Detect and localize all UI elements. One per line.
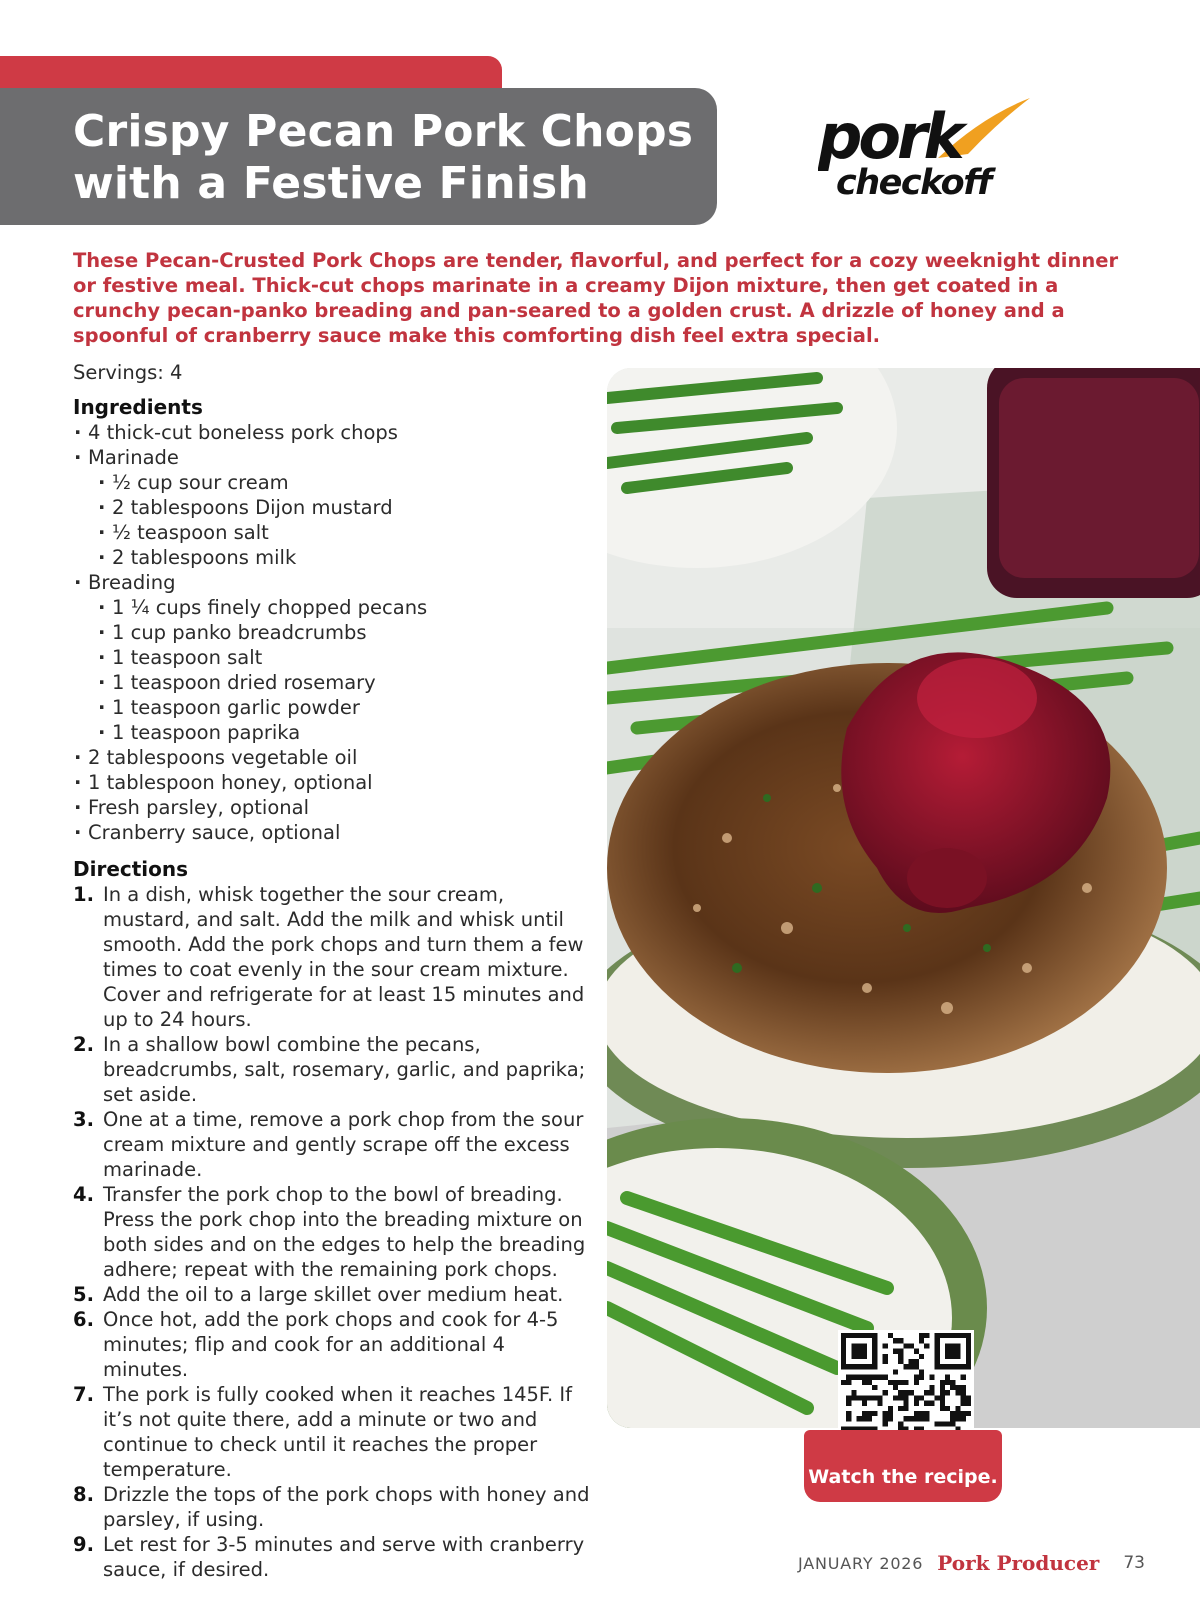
ingredient-subitem: · 2 tablespoons Dijon mustard (73, 495, 593, 520)
step-number: 4. (73, 1183, 94, 1206)
step-number: 8. (73, 1483, 94, 1506)
ingredient-subitem: · ½ cup sour cream (73, 470, 593, 495)
direction-step (73, 882, 593, 1032)
page-footer (798, 1550, 1145, 1576)
direction-step (73, 1032, 593, 1107)
step-number: 7. (73, 1383, 94, 1406)
ingredient-item: · Cranberry sauce, optional (73, 820, 593, 845)
direction-step (73, 1107, 593, 1182)
direction-step (73, 1382, 593, 1482)
pork-chop-photo (607, 368, 1200, 1428)
ingredient-item: · 4 thick-cut boneless pork chops (73, 420, 593, 445)
issue-date: JANUARY 2026 (797, 1553, 924, 1573)
logo-word-pork: pork (818, 100, 961, 173)
ingredient-subitem: · 1 teaspoon dried rosemary (73, 670, 593, 695)
magazine-name: Pork Producer (937, 1551, 1100, 1575)
ingredient-subitem: · 1 ¼ cups finely chopped pecans (73, 595, 593, 620)
ingredient-item: · Marinade (73, 445, 593, 470)
direction-step (73, 1532, 593, 1582)
step-text: One at a time, remove a pork chop from the sour cream mixture and gently scrape off the excess marinade. (103, 1108, 584, 1181)
step-text: In a shallow bowl combine the pecans, breadcrumbs, salt, rosemary, garlic, and paprika; set aside. (103, 1033, 586, 1106)
ingredient-subitem: · ½ teaspoon salt (73, 520, 593, 545)
ingredient-item: · Breading (73, 570, 593, 595)
ingredients-heading: Ingredients (73, 395, 203, 419)
direction-step (73, 1182, 593, 1282)
step-number: 6. (73, 1308, 94, 1331)
step-text: Transfer the pork chop to the bowl of breading. Press the pork chop into the breading mixture on both sides and on the edges to help the breading adhere; repeat with the remaining pork chops. (103, 1183, 586, 1281)
ingredient-subitem: · 1 cup panko breadcrumbs (73, 620, 593, 645)
directions-list (73, 882, 593, 1582)
page-number: 73 (1123, 1553, 1145, 1573)
step-number: 2. (73, 1033, 94, 1056)
direction-step (73, 1482, 593, 1532)
ingredient-item: · Fresh parsley, optional (73, 795, 593, 820)
page-title (73, 106, 693, 210)
pork-checkoff-logo (818, 96, 1043, 206)
logo-word-checkoff: checkoff (836, 163, 991, 203)
step-text: The pork is fully cooked when it reaches 145F. If it’s not quite there, add a minute or two and continue to check until it reaches the proper temperature. (103, 1383, 573, 1481)
intro-paragraph: These Pecan-Crusted Pork Chops are tender, flavorful, and perfect for a cozy weeknight dinner or festive meal. Thick-cut chops marinate in a creamy Dijon mixture, then get coated in a crunchy pecan-panko breading and pan-seared to a golden crust. A drizzle of honey and a spoonful of cranberry sauce make this comforting dish feel extra special. (73, 249, 1119, 347)
step-text: Once hot, add the pork chops and cook for 4-5 minutes; flip and cook for an additional 4 minutes. (103, 1308, 559, 1381)
ingredient-subitem: · 1 teaspoon garlic powder (73, 695, 593, 720)
step-text: Drizzle the tops of the pork chops with honey and parsley, if using. (103, 1483, 590, 1531)
photo-illustration (607, 368, 1200, 1428)
step-text: Add the oil to a large skillet over medium heat. (103, 1283, 564, 1306)
step-text: In a dish, whisk together the sour cream, mustard, and salt. Add the milk and whisk until smooth. Add the pork chops and turn them a few times to coat evenly in the sour cream mixture. Cover and refrigerate for at least 15 minutes and up to 24 hours. (103, 883, 585, 1031)
title-line-2: with a Festive Finish (73, 158, 589, 209)
title-line-1: Crispy Pecan Pork Chops (73, 106, 694, 157)
ingredient-item: · 2 tablespoons vegetable oil (73, 745, 593, 770)
ingredient-subitem: · 1 teaspoon salt (73, 645, 593, 670)
step-number: 1. (73, 883, 94, 906)
direction-step (73, 1282, 593, 1307)
directions-heading: Directions (73, 857, 189, 881)
step-number: 5. (73, 1283, 94, 1306)
ingredients-list (73, 420, 593, 845)
step-number: 9. (73, 1533, 94, 1556)
ingredient-item: · 1 tablespoon honey, optional (73, 770, 593, 795)
recipe-text-column (73, 360, 593, 1582)
direction-step (73, 1307, 593, 1382)
ingredient-subitem: · 2 tablespoons milk (73, 545, 593, 570)
servings-text: Servings: 4 (73, 361, 183, 384)
step-number: 3. (73, 1108, 94, 1131)
step-text: Let rest for 3-5 minutes and serve with cranberry sauce, if desired. (103, 1533, 585, 1581)
watch-recipe-button[interactable]: Watch the recipe. (804, 1430, 1002, 1502)
ingredient-subitem: · 1 teaspoon paprika (73, 720, 593, 745)
